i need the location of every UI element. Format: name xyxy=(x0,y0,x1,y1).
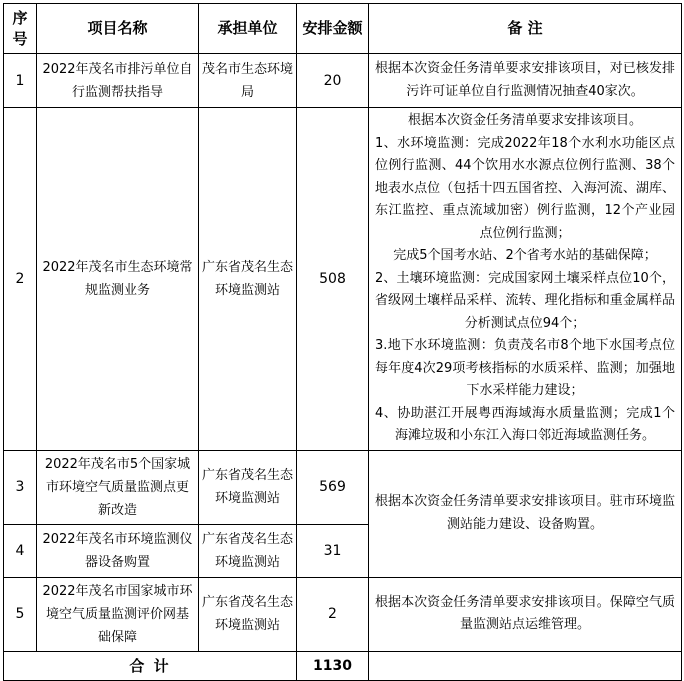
row4-seq: 4 xyxy=(4,524,37,577)
remark-paragraph: 根据本次资金任务清单要求安排该项目。 xyxy=(407,113,642,128)
row1-unit: 茂名市生态环境局 xyxy=(199,54,297,108)
row3-project-name: 2022年茂名市5个国家城市环境空气质量监测点更新改造 xyxy=(37,450,199,524)
row5-seq: 5 xyxy=(4,577,37,651)
row4-amount: 31 xyxy=(297,524,369,577)
row2-remark xyxy=(369,108,682,451)
header-seq: 序号 xyxy=(4,4,37,54)
row4-unit: 广东省茂名生态环境监测站 xyxy=(199,524,297,577)
row1-amount: 20 xyxy=(297,54,369,108)
table-row xyxy=(4,450,682,524)
remark-paragraph: 完成5个国考水站、2个省考水站的基础保障； xyxy=(393,248,657,263)
remark-paragraph: 2、土壤环境监测：完成国家网土壤采样点位10个，省级网土壤样品采样、流转、理化指标和重金属样品分析测试点位94个； xyxy=(375,270,675,331)
row2-seq: 2 xyxy=(4,108,37,451)
row2-project-name: 2022年茂名市生态环境常规监测业务 xyxy=(37,108,199,451)
total-amount: 1130 xyxy=(297,651,369,680)
total-row xyxy=(4,651,682,680)
remark-paragraph: 1、水环境监测：完成2022年18个水利水功能区点位例行监测、44个饮用水水源点位例行监测、38个地表水点位（包括十四五国省控、入海河流、湖库、东江监控、重点流域加密）例行监测，12个产业园点位例行监测； xyxy=(375,135,675,241)
table-row xyxy=(4,577,682,651)
header-unit: 承担单位 xyxy=(199,4,297,54)
row5-amount: 2 xyxy=(297,577,369,651)
remark-paragraph: 根据本次资金任务清单要求安排该项目，对已核发排污许可证单位自行监测情况抽查40家次。 xyxy=(375,61,675,99)
remark-paragraph: 根据本次资金任务清单要求安排该项目。保障空气质量监测站点运维管理。 xyxy=(375,594,675,632)
row1-seq: 1 xyxy=(4,54,37,108)
header-remark: 备 注 xyxy=(369,4,682,54)
row3-amount: 569 xyxy=(297,450,369,524)
table-row xyxy=(4,54,682,108)
row1-remark xyxy=(369,54,682,108)
header-row xyxy=(4,4,682,54)
table-row xyxy=(4,108,682,451)
row3-seq: 3 xyxy=(4,450,37,524)
row4-project-name: 2022年茂名市环境监测仪器设备购置 xyxy=(37,524,199,577)
row3-row4-merged-remark xyxy=(369,450,682,577)
remark-paragraph: 4、协助湛江开展粤西海域海水质量监测；完成1个海滩垃圾和小东江入海口邻近海域监测任务。 xyxy=(375,405,675,443)
total-label: 合 计 xyxy=(4,651,297,680)
header-project-name: 项目名称 xyxy=(37,4,199,54)
header-amount: 安排金额 xyxy=(297,4,369,54)
remark-paragraph: 3.地下水环境监测：负责茂名市8个地下水国考点位每年度4次29项考核指标的水质采样、监测；加强地下水采样能力建设； xyxy=(375,338,675,398)
total-remark-empty xyxy=(369,651,682,680)
row5-remark xyxy=(369,577,682,651)
row2-unit: 广东省茂名生态环境监测站 xyxy=(199,108,297,451)
row1-project-name: 2022年茂名市排污单位自行监测帮扶指导 xyxy=(37,54,199,108)
row3-unit: 广东省茂名生态环境监测站 xyxy=(199,450,297,524)
row2-amount: 508 xyxy=(297,108,369,451)
remark-paragraph: 根据本次资金任务清单要求安排该项目。驻市环境监测站能力建设、设备购置。 xyxy=(375,494,675,532)
funding-allocation-table xyxy=(3,3,682,681)
row5-unit: 广东省茂名生态环境监测站 xyxy=(199,577,297,651)
row5-project-name: 2022年茂名市国家城市环境空气质量监测评价网基础保障 xyxy=(37,577,199,651)
